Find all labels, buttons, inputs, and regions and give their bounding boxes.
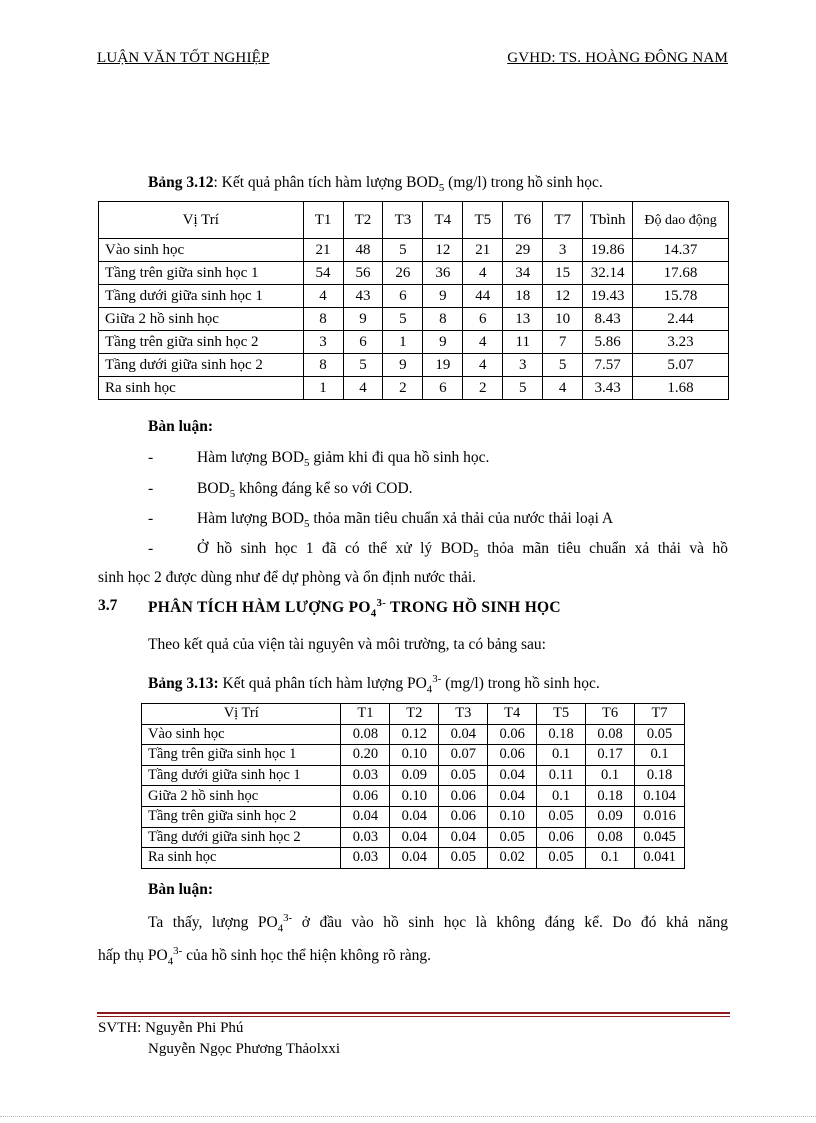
section-title-sup: 3- <box>376 597 387 609</box>
table-row <box>99 377 729 400</box>
table-cell: 4 <box>303 285 343 308</box>
section-number: 3.7 <box>98 597 118 614</box>
table-cell: 0.03 <box>341 848 390 869</box>
table-cell: 3.23 <box>633 331 729 354</box>
row-label: Ra sinh học <box>142 848 341 869</box>
table-cell: 0.12 <box>390 724 439 745</box>
table-header-row <box>142 704 685 725</box>
row-label: Giữa 2 hồ sinh học <box>142 786 341 807</box>
row-label: Vào sinh học <box>99 239 304 262</box>
b3-text-end: thỏa mãn tiêu chuẩn xả thải của nước thải loại A <box>309 510 614 527</box>
table-cell: 54 <box>303 262 343 285</box>
po4-table <box>141 703 685 869</box>
table-header-row <box>99 202 729 239</box>
row-label: Tầng trên giữa sinh học 1 <box>142 745 341 766</box>
table-cell: 29 <box>503 239 543 262</box>
table-cell: 21 <box>303 239 343 262</box>
table-cell: 0.07 <box>439 745 488 766</box>
table-cell: 7 <box>543 331 583 354</box>
table-cell: 0.18 <box>537 724 586 745</box>
section-title-text-end: TRONG HỒ SINH HỌC <box>386 599 561 617</box>
column-header: T4 <box>423 202 463 239</box>
column-header: Vị Trí <box>99 202 304 239</box>
table-row <box>99 354 729 377</box>
b2-sub: 5 <box>229 488 236 501</box>
row-label: Giữa 2 hồ sinh học <box>99 308 304 331</box>
table-cell: 0.02 <box>488 848 537 869</box>
table2-caption-sup: 3- <box>432 673 442 685</box>
table-cell: 8 <box>303 354 343 377</box>
table-cell: 5.86 <box>583 331 633 354</box>
column-header: T6 <box>503 202 543 239</box>
table-cell: 11 <box>503 331 543 354</box>
table-cell: 36 <box>423 262 463 285</box>
table-cell: 12 <box>543 285 583 308</box>
table-cell: 8 <box>423 308 463 331</box>
table-cell: 0.06 <box>537 827 586 848</box>
table-cell: 3 <box>543 239 583 262</box>
table-cell: 32.14 <box>583 262 633 285</box>
table-cell: 6 <box>463 308 503 331</box>
table-cell: 0.10 <box>390 745 439 766</box>
table-row <box>142 745 685 766</box>
table-row <box>142 806 685 827</box>
row-label: Tầng dưới giữa sinh học 1 <box>142 765 341 786</box>
row-label: Tầng trên giữa sinh học 2 <box>142 806 341 827</box>
table-cell: 4 <box>463 354 503 377</box>
table-cell: 14.37 <box>633 239 729 262</box>
column-header: T3 <box>439 704 488 725</box>
discussion2-line1 <box>148 908 728 939</box>
table-cell: 0.04 <box>488 765 537 786</box>
table-cell: 0.06 <box>341 786 390 807</box>
row-label: Tầng dưới giữa sinh học 2 <box>142 827 341 848</box>
b2-text: BOD <box>197 480 230 497</box>
table2-caption-sub: 4 <box>426 683 433 696</box>
table-cell: 0.04 <box>390 848 439 869</box>
b1-sub: 5 <box>304 457 310 470</box>
table-cell: 0.09 <box>586 806 635 827</box>
table-cell: 4 <box>543 377 583 400</box>
discussion1-bullet-4-cont: sinh học 2 được dùng như để dự phòng và ổn định nước thải. <box>98 569 477 586</box>
table-cell: 0.1 <box>537 745 586 766</box>
table-cell: 3.43 <box>583 377 633 400</box>
discussion1-bullet-1 <box>197 447 489 474</box>
table-cell: 0.06 <box>439 806 488 827</box>
table-cell: 5.07 <box>633 354 729 377</box>
bod5-table <box>98 201 729 400</box>
table-cell: 26 <box>383 262 423 285</box>
table-cell: 19 <box>423 354 463 377</box>
table-cell: 0.1 <box>537 786 586 807</box>
table-cell: 0.1 <box>586 848 635 869</box>
column-header: T5 <box>537 704 586 725</box>
table-cell: 9 <box>423 331 463 354</box>
footer-author-1: SVTH: Nguyễn Phi Phú <box>98 1020 244 1036</box>
table-cell: 48 <box>343 239 383 262</box>
table-cell: 5 <box>503 377 543 400</box>
table-cell: 17.68 <box>633 262 729 285</box>
table-cell: 2 <box>463 377 503 400</box>
table-cell: 0.05 <box>635 724 685 745</box>
table-row <box>142 848 685 869</box>
section-title <box>148 597 561 619</box>
column-header: T1 <box>341 704 390 725</box>
column-header: T3 <box>383 202 423 239</box>
table-cell: 0.06 <box>439 786 488 807</box>
row-label: Ra sinh học <box>99 377 304 400</box>
table-cell: 0.041 <box>635 848 685 869</box>
table-cell: 44 <box>463 285 503 308</box>
b4-sub: 5 <box>473 548 479 561</box>
b1-text-end: giảm khi đi qua hồ sinh học. <box>309 449 490 466</box>
d2b-text: hấp thụ PO <box>98 947 168 965</box>
table-cell: 0.08 <box>341 724 390 745</box>
column-header: T7 <box>543 202 583 239</box>
table-cell: 3 <box>303 331 343 354</box>
b4-text: Ở hồ sinh học 1 đã có thể xử lý BOD <box>197 540 474 557</box>
column-header: T4 <box>488 704 537 725</box>
section-title-sub: 4 <box>370 607 377 620</box>
section-title-text: PHÂN TÍCH HÀM LƯỢNG PO <box>148 599 371 617</box>
table-cell: 0.09 <box>390 765 439 786</box>
row-label: Vào sinh học <box>142 724 341 745</box>
section-intro: Theo kết quả của viện tài nguyên và môi trường, ta có bảng sau: <box>148 636 546 653</box>
table1-caption <box>148 174 603 194</box>
row-label: Tầng dưới giữa sinh học 2 <box>99 354 304 377</box>
table-cell: 21 <box>463 239 503 262</box>
table-cell: 7.57 <box>583 354 633 377</box>
table-cell: 0.104 <box>635 786 685 807</box>
table-cell: 5 <box>383 239 423 262</box>
d2b-sub: 4 <box>167 955 174 968</box>
table-row <box>142 827 685 848</box>
footer-rule <box>97 1012 730 1014</box>
table-cell: 18 <box>503 285 543 308</box>
table-cell: 0.03 <box>341 765 390 786</box>
table-cell: 3 <box>503 354 543 377</box>
table-cell: 1.68 <box>633 377 729 400</box>
table-row <box>99 285 729 308</box>
table-cell: 0.04 <box>390 827 439 848</box>
row-label: Tầng dưới giữa sinh học 1 <box>99 285 304 308</box>
column-header: Tbình <box>583 202 633 239</box>
table-cell: 8 <box>303 308 343 331</box>
b1-text: Hàm lượng BOD <box>197 449 305 466</box>
table-cell: 0.1 <box>635 745 685 766</box>
table-cell: 0.045 <box>635 827 685 848</box>
footer-author-2 <box>148 1041 340 1058</box>
d2b-sup: 3- <box>173 945 183 957</box>
column-header: T7 <box>635 704 685 725</box>
table-cell: 0.18 <box>586 786 635 807</box>
table-cell: 0.18 <box>635 765 685 786</box>
footer-author-2-name: Nguyễn Ngọc Phương Thảo <box>148 1041 317 1057</box>
table-cell: 13 <box>503 308 543 331</box>
discussion1-bullet-3 <box>197 508 613 535</box>
bullet-dash: - <box>148 449 154 466</box>
table-cell: 0.04 <box>439 827 488 848</box>
table1-caption-sub: 5 <box>438 182 445 195</box>
table-cell: 0.05 <box>488 827 537 848</box>
table-cell: 0.10 <box>488 806 537 827</box>
column-header: T5 <box>463 202 503 239</box>
table-cell: 0.11 <box>537 765 586 786</box>
discussion1-bullet-2 <box>197 478 413 505</box>
table-cell: 19.43 <box>583 285 633 308</box>
table-cell: 15 <box>543 262 583 285</box>
table-cell: 0.1 <box>586 765 635 786</box>
column-header: T1 <box>303 202 343 239</box>
table-cell: 0.08 <box>586 827 635 848</box>
column-header: Độ dao động <box>633 202 729 239</box>
table-cell: 0.20 <box>341 745 390 766</box>
column-header: Vị Trí <box>142 704 341 725</box>
table-cell: 4 <box>343 377 383 400</box>
table-cell: 1 <box>303 377 343 400</box>
table-cell: 0.17 <box>586 745 635 766</box>
table-cell: 0.04 <box>341 806 390 827</box>
table-cell: 9 <box>343 308 383 331</box>
table-cell: 12 <box>423 239 463 262</box>
b3-text: Hàm lượng BOD <box>197 510 305 527</box>
table-cell: 0.05 <box>537 806 586 827</box>
b4-text-end: thỏa mãn tiêu chuẩn xả thải và hồ <box>478 540 728 557</box>
table-cell: 5 <box>343 354 383 377</box>
table-cell: 0.03 <box>341 827 390 848</box>
table-cell: 0.10 <box>390 786 439 807</box>
table-row <box>142 765 685 786</box>
table-cell: 2 <box>383 377 423 400</box>
table-cell: 0.06 <box>488 745 537 766</box>
b2-text-end: không đáng kể so với COD. <box>235 480 413 497</box>
table-cell: 0.016 <box>635 806 685 827</box>
discussion2-line2 <box>98 941 431 972</box>
table-cell: 9 <box>383 354 423 377</box>
table-cell: 8.43 <box>583 308 633 331</box>
d2-text-end: ở đầu vào hồ sinh học là không đáng kể. Do đó khả năng <box>292 914 728 932</box>
column-header: T6 <box>586 704 635 725</box>
table1-caption-text: : Kết quả phân tích hàm lượng BOD <box>213 174 439 191</box>
table-cell: 0.08 <box>586 724 635 745</box>
table-cell: 0.04 <box>390 806 439 827</box>
table-cell: 1 <box>383 331 423 354</box>
table-cell: 0.05 <box>439 765 488 786</box>
table-cell: 43 <box>343 285 383 308</box>
d2-sub: 4 <box>277 922 284 935</box>
table-row <box>142 724 685 745</box>
footer-rule-thin <box>97 1016 730 1017</box>
table-cell: 56 <box>343 262 383 285</box>
table-cell: 4 <box>463 262 503 285</box>
table-cell: 0.04 <box>439 724 488 745</box>
table-cell: 19.86 <box>583 239 633 262</box>
table-cell: 0.05 <box>439 848 488 869</box>
table-cell: 6 <box>343 331 383 354</box>
table-cell: 0.04 <box>488 786 537 807</box>
table-cell: 9 <box>423 285 463 308</box>
d2b-text-end: của hồ sinh học thể hiện không rõ ràng. <box>182 947 432 965</box>
header-right: GVHD: TS. HOÀNG ĐÔNG NAM <box>507 50 728 66</box>
table-row <box>99 308 729 331</box>
bullet-dash: - <box>148 540 154 557</box>
column-header: T2 <box>343 202 383 239</box>
table-cell: 6 <box>383 285 423 308</box>
page-bottom-edge <box>0 1116 816 1117</box>
table-cell: 4 <box>463 331 503 354</box>
table-row <box>99 262 729 285</box>
table-cell: 2.44 <box>633 308 729 331</box>
table-cell: 6 <box>423 377 463 400</box>
header-left: LUẬN VĂN TỐT NGHIỆP <box>97 50 270 66</box>
table-cell: 5 <box>543 354 583 377</box>
bullet-dash: - <box>148 480 154 497</box>
discussion1-bullet-4 <box>197 538 728 565</box>
table-cell: 15.78 <box>633 285 729 308</box>
table2-caption-label: Bảng 3.13: <box>148 675 219 693</box>
page-number: lxxi <box>316 1041 341 1057</box>
table-cell: 0.05 <box>537 848 586 869</box>
table2-caption <box>148 673 600 695</box>
table-cell: 5 <box>383 308 423 331</box>
b3-sub: 5 <box>304 518 310 531</box>
discussion2-title: Bàn luận: <box>148 881 214 898</box>
bullet-dash: - <box>148 510 154 527</box>
row-label: Tầng trên giữa sinh học 1 <box>99 262 304 285</box>
row-label: Tầng trên giữa sinh học 2 <box>99 331 304 354</box>
table-row <box>99 331 729 354</box>
column-header: T2 <box>390 704 439 725</box>
table-row <box>142 786 685 807</box>
table-cell: 0.06 <box>488 724 537 745</box>
table2-caption-text-end: (mg/l) trong hồ sinh học. <box>441 675 600 693</box>
table2-caption-text: Kết quả phân tích hàm lượng PO <box>218 675 427 693</box>
table1-caption-label: Bảng 3.12 <box>148 174 214 191</box>
table1-caption-text-end: (mg/l) trong hồ sinh học. <box>444 174 603 191</box>
d2-sup: 3- <box>283 912 293 924</box>
discussion1-title: Bàn luận: <box>148 418 214 435</box>
table-row <box>99 239 729 262</box>
d2-text: Ta thấy, lượng PO <box>148 914 278 932</box>
table-cell: 34 <box>503 262 543 285</box>
table-cell: 10 <box>543 308 583 331</box>
